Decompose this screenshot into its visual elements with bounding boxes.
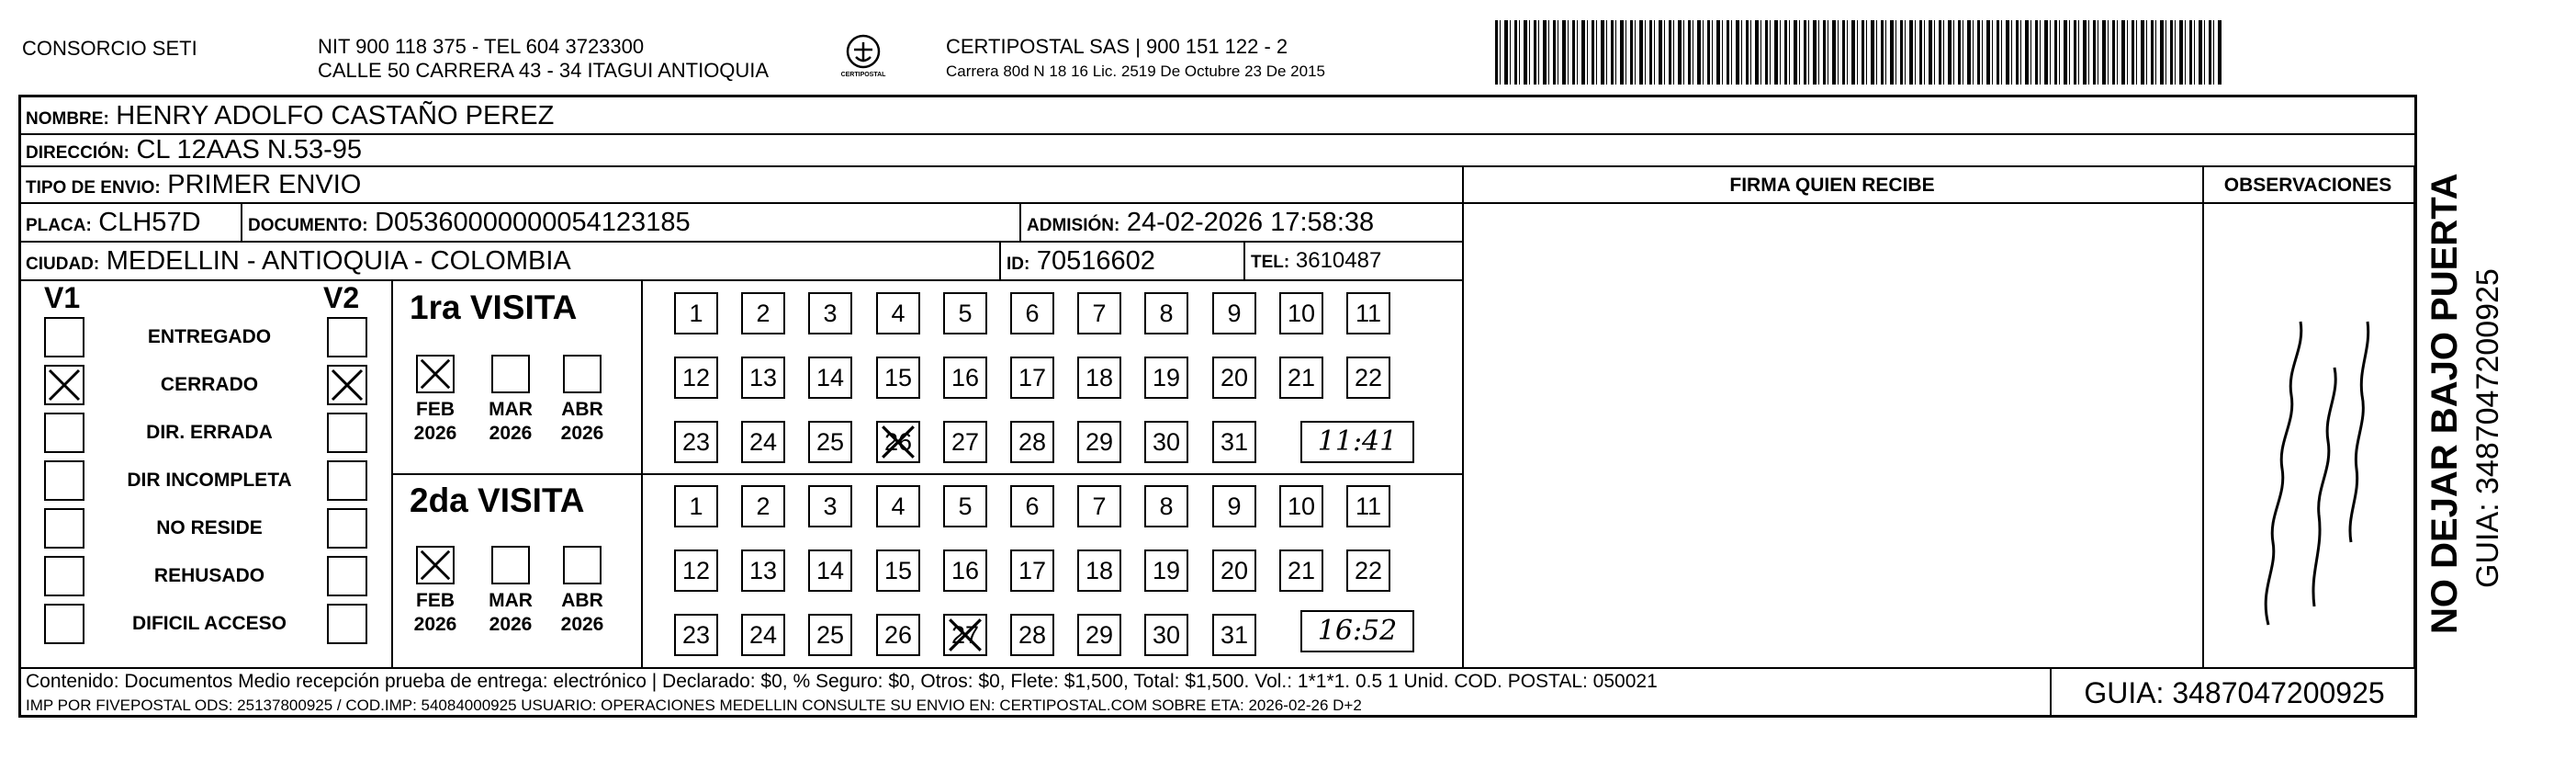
visit2-day-box[interactable]: [808, 614, 852, 656]
visit2-day-box[interactable]: [1077, 485, 1121, 527]
status-label: CERRADO: [160, 374, 259, 395]
direccion-field: [26, 135, 362, 168]
ciudad-value: MEDELLIN - ANTIOQUIA - COLOMBIA: [106, 246, 571, 276]
visit2-day-box[interactable]: [1144, 485, 1188, 527]
visit1-day-number: 18: [1085, 364, 1114, 391]
visit1-month-checkbox[interactable]: [491, 355, 530, 393]
visit1-day-box[interactable]: [741, 421, 785, 463]
visit1-title: 1ra VISITA: [410, 289, 578, 326]
visit2-day-box[interactable]: [1212, 485, 1256, 527]
status-label: ENTREGADO: [147, 326, 272, 347]
visit1-day-box[interactable]: [674, 357, 718, 399]
visit1-day-number: 15: [883, 364, 913, 391]
col-divider: [1243, 241, 1245, 279]
certipostal-logo: [836, 31, 891, 86]
visit2-day-box[interactable]: [943, 614, 987, 656]
visit2-day-box[interactable]: [1279, 485, 1323, 527]
visit2-day-box[interactable]: [1144, 614, 1188, 656]
visit1-day-number: 11: [1355, 300, 1382, 327]
visit2-day-number: 22: [1354, 557, 1383, 584]
visit2-day-box[interactable]: [1010, 549, 1054, 592]
v2-checkbox[interactable]: [327, 556, 367, 596]
visit2-day-number: 21: [1287, 557, 1316, 584]
visit1-day-number: 7: [1092, 300, 1107, 327]
row-divider: [20, 279, 1464, 281]
visit2-month-name: MAR: [489, 590, 533, 611]
visit1-day-number: 13: [748, 364, 778, 391]
side-guia: GUIA: 3487047200925: [2470, 268, 2505, 588]
visit1-day-number: 23: [681, 428, 711, 456]
visit1-day-number: 21: [1287, 364, 1316, 391]
nombre-label: NOMBRE:: [26, 109, 109, 129]
row-divider: [1462, 202, 2202, 204]
tipo-envio-field: [26, 170, 361, 203]
visit2-title: 2da VISITA: [410, 481, 585, 519]
visit2-day-number: 28: [1018, 621, 1047, 649]
visit1-day-number: 27: [951, 428, 980, 456]
col-divider: [999, 241, 1001, 279]
tel-value: 3610487: [1295, 248, 1382, 273]
company-name: CONSORCIO SETI: [22, 37, 197, 60]
visit2-month-checkbox[interactable]: [563, 546, 602, 584]
visit1-day-number: 28: [1018, 428, 1047, 456]
visit2-day-number: 4: [891, 493, 906, 520]
visit2-day-number: 10: [1287, 493, 1316, 520]
status-label: DIR INCOMPLETA: [127, 470, 292, 491]
id-field: [1007, 246, 1155, 279]
ciudad-label: CIUDAD:: [26, 255, 100, 274]
visit2-day-box[interactable]: [876, 614, 920, 656]
footer-guia: GUIA: 3487047200925: [2084, 676, 2385, 709]
visit2-day-box[interactable]: [674, 549, 718, 592]
nombre-field: [26, 101, 554, 134]
visit1-day-box[interactable]: [876, 421, 920, 463]
v2-checkbox[interactable]: [327, 317, 367, 357]
documento-value: D05360000000054123185: [375, 208, 691, 237]
visit2-day-number: 2: [756, 493, 771, 520]
v2-checkbox[interactable]: [327, 508, 367, 549]
visit2-day-number: 30: [1152, 621, 1181, 649]
visit2-day-number: 20: [1220, 557, 1249, 584]
row-divider: [20, 165, 2415, 167]
barcode: [1495, 20, 2223, 85]
visit1-day-box[interactable]: [1010, 292, 1054, 334]
visit2-day-box[interactable]: [1077, 614, 1121, 656]
visit2-day-number: 31: [1220, 621, 1249, 649]
footer-imp: IMP POR FIVEPOSTAL ODS: 25137800925 / COD.IMP: 54084000925 USUARIO: OPERACIONES MEDELLIN CONSULTE SU ENVIO EN: CERTIPOSTAL.COM SOBRE ETA: 2026-02-26 D+2: [26, 697, 1362, 714]
certipostal-line: CERTIPOSTAL SAS | 900 151 122 - 2: [946, 35, 1288, 58]
visit1-day-number: 26: [883, 428, 913, 456]
visit1-day-number: 9: [1227, 300, 1242, 327]
v1-checkbox[interactable]: [44, 508, 84, 549]
visit2-day-number: 5: [958, 493, 973, 520]
observaciones-label: OBSERVACIONES: [2223, 175, 2392, 196]
col-divider: [2413, 165, 2415, 667]
v2-checkbox[interactable]: [327, 604, 367, 644]
visit2-day-number: 12: [681, 557, 711, 584]
placa-label: PLACA:: [26, 216, 92, 235]
visit1-month-name: MAR: [489, 399, 533, 420]
v1-checkbox[interactable]: [44, 413, 84, 453]
visit1-day-box[interactable]: [808, 421, 852, 463]
visit1-day-number: 8: [1159, 300, 1174, 327]
v2-checkbox[interactable]: [327, 460, 367, 501]
placa-field: [26, 208, 201, 241]
visit1-day-box[interactable]: [674, 421, 718, 463]
v2-label: V2: [323, 281, 360, 314]
visit1-month-name: ABR: [561, 399, 603, 420]
visit2-month-year: 2026: [413, 614, 457, 635]
visit2-day-number: 29: [1085, 621, 1114, 649]
visit2-day-box[interactable]: [674, 485, 718, 527]
visit2-day-box[interactable]: [1279, 549, 1323, 592]
direccion-label: DIRECCIÓN:: [26, 143, 129, 163]
visit2-day-number: 17: [1018, 557, 1047, 584]
visit2-day-box[interactable]: [741, 485, 785, 527]
col-divider: [1462, 165, 1464, 667]
visit1-day-number: 20: [1220, 364, 1249, 391]
visit1-day-box[interactable]: [808, 357, 852, 399]
visit2-day-number: 26: [883, 621, 913, 649]
visit1-day-number: 1: [689, 300, 703, 327]
visit2-month-name: ABR: [561, 590, 603, 611]
status-label: DIR. ERRADA: [146, 422, 273, 443]
ciudad-field: [26, 246, 571, 279]
visit1-day-box[interactable]: [1144, 292, 1188, 334]
visit1-day-number: 3: [823, 300, 838, 327]
visit1-day-box[interactable]: [1212, 357, 1256, 399]
v1-checkbox[interactable]: [44, 460, 84, 501]
col-divider: [2050, 667, 2052, 716]
visit1-day-number: 25: [816, 428, 845, 456]
visit2-day-box[interactable]: [876, 549, 920, 592]
visit2-day-number: 6: [1025, 493, 1040, 520]
tel-field: [1251, 246, 1381, 278]
placa-value: CLH57D: [98, 208, 201, 237]
visit1-day-box[interactable]: [674, 292, 718, 334]
visit1-day-number: 24: [748, 428, 778, 456]
visit2-day-number: 27: [951, 621, 980, 649]
documento-label: DOCUMENTO:: [248, 216, 368, 235]
visit2-day-number: 9: [1227, 493, 1242, 520]
handwritten-observation: [2232, 239, 2388, 643]
visit2-day-box[interactable]: [943, 549, 987, 592]
v2-checkbox[interactable]: [327, 413, 367, 453]
col-divider: [2202, 165, 2204, 667]
visit2-day-number: 18: [1085, 557, 1114, 584]
visit1-day-number: 4: [891, 300, 906, 327]
visit1-day-box[interactable]: [1077, 292, 1121, 334]
visit2-day-box[interactable]: [1010, 485, 1054, 527]
tel-label: TEL:: [1251, 253, 1290, 272]
visit1-day-box[interactable]: [741, 292, 785, 334]
visit1-day-box[interactable]: [1077, 421, 1121, 463]
visit1-day-box[interactable]: [1010, 357, 1054, 399]
visit2-day-box[interactable]: [674, 614, 718, 656]
visit2-day-box[interactable]: [1077, 549, 1121, 592]
visit2-day-number: 15: [883, 557, 913, 584]
tipo-envio-label: TIPO DE ENVIO:: [26, 178, 161, 198]
visit1-day-box[interactable]: [1346, 357, 1390, 399]
visit2-day-box[interactable]: [1144, 549, 1188, 592]
visit1-day-box[interactable]: [1077, 357, 1121, 399]
v1-label: V1: [44, 281, 81, 314]
visit1-day-number: 2: [756, 300, 771, 327]
visit2-day-box[interactable]: [1010, 614, 1054, 656]
visit1-day-box[interactable]: [876, 357, 920, 399]
visit2-day-box[interactable]: [1346, 549, 1390, 592]
visit1-day-number: 22: [1354, 364, 1383, 391]
id-label: ID:: [1007, 255, 1030, 274]
visit1-month-name: FEB: [416, 399, 455, 420]
visit2-day-box[interactable]: [1212, 549, 1256, 592]
footer-contenido: Contenido: Documentos Medio recepción prueba de entrega: electrónico | Declarado: $0, % Seguro: $0, Otros: $0, Flete: $1,500, Total: $1,500. Vol.: 1*1*1. 0.5 1 Unid. COD. POSTAL: 050021: [26, 671, 1658, 692]
visit1-day-number: 10: [1287, 300, 1316, 327]
side-title: NO DEJAR BAJO PUERTA: [2424, 173, 2465, 634]
visit1-day-number: 12: [681, 364, 711, 391]
visit1-day-box[interactable]: [1144, 357, 1188, 399]
visit2-day-number: 11: [1355, 493, 1382, 520]
visit1-day-number: 6: [1025, 300, 1040, 327]
visit2-day-box[interactable]: [808, 549, 852, 592]
visit2-day-box[interactable]: [808, 485, 852, 527]
visit2-month-checkbox[interactable]: [491, 546, 530, 584]
visit2-day-number: 23: [681, 621, 711, 649]
visit2-month-year: 2026: [489, 614, 533, 635]
visit1-day-box[interactable]: [1212, 421, 1256, 463]
visit1-day-number: 31: [1220, 428, 1249, 456]
direccion-value: CL 12AAS N.53-95: [136, 135, 363, 164]
visit1-day-box[interactable]: [943, 357, 987, 399]
v2-checkbox[interactable]: [327, 365, 367, 405]
visit2-day-box[interactable]: [741, 614, 785, 656]
visit2-month-checkbox[interactable]: [416, 546, 455, 584]
status-label: DIFICIL ACCESO: [131, 613, 287, 634]
address-line: CALLE 50 CARRERA 43 - 34 ITAGUI ANTIOQUIA: [318, 59, 770, 82]
firma-label: FIRMA QUIEN RECIBE: [1729, 175, 1935, 196]
visit2-day-box[interactable]: [1212, 614, 1256, 656]
visit1-day-box[interactable]: [741, 357, 785, 399]
status-label: NO RESIDE: [156, 517, 263, 538]
status-label: REHUSADO: [153, 565, 265, 586]
v1-checkbox[interactable]: [44, 604, 84, 644]
visit1-month-checkbox[interactable]: [563, 355, 602, 393]
visit1-month-year: 2026: [413, 423, 457, 444]
admision-label: ADMISIÓN:: [1027, 216, 1120, 235]
license-line: Carrera 80d N 18 16 Lic. 2519 De Octubre 23 De 2015: [946, 62, 1325, 80]
col-divider: [241, 202, 242, 241]
visit1-day-number: 14: [816, 364, 845, 391]
visit1-month-year: 2026: [489, 423, 533, 444]
visit1-month-year: 2026: [560, 423, 604, 444]
visit2-day-number: 19: [1152, 557, 1181, 584]
visit2-day-number: 25: [816, 621, 845, 649]
v1-checkbox[interactable]: [44, 365, 84, 405]
visit2-day-number: 13: [748, 557, 778, 584]
visit1-day-box[interactable]: [808, 292, 852, 334]
nombre-value: HENRY ADOLFO CASTAÑO PEREZ: [116, 101, 555, 130]
id-value: 70516602: [1036, 246, 1155, 276]
visit1-day-box[interactable]: [1279, 292, 1323, 334]
visit1-day-box[interactable]: [943, 292, 987, 334]
visit1-day-number: 19: [1152, 364, 1181, 391]
row-divider: [20, 667, 2415, 669]
visit2-day-box[interactable]: [876, 485, 920, 527]
visit1-day-number: 5: [958, 300, 973, 327]
tipo-envio-value: PRIMER ENVIO: [167, 170, 362, 199]
row-divider: [391, 473, 1462, 475]
row-divider: [2202, 202, 2413, 204]
v1-checkbox[interactable]: [44, 317, 84, 357]
visit1-day-box[interactable]: [1144, 421, 1188, 463]
visit2-month-year: 2026: [560, 614, 604, 635]
visit2-day-box[interactable]: [1346, 485, 1390, 527]
visit1-time: 11:41: [1300, 421, 1414, 463]
admision-value: 24-02-2026 17:58:38: [1126, 208, 1375, 237]
visit1-day-number: 30: [1152, 428, 1181, 456]
visit1-day-box[interactable]: [876, 292, 920, 334]
visit1-day-box[interactable]: [1346, 292, 1390, 334]
visit1-day-box[interactable]: [1279, 357, 1323, 399]
visit1-day-box[interactable]: [1010, 421, 1054, 463]
visit2-day-number: 1: [689, 493, 703, 520]
visit1-month-checkbox[interactable]: [416, 355, 455, 393]
visit2-day-number: 7: [1092, 493, 1107, 520]
visit2-month-name: FEB: [416, 590, 455, 611]
visit1-day-number: 16: [951, 364, 980, 391]
visit2-day-number: 24: [748, 621, 778, 649]
visit1-day-box[interactable]: [1212, 292, 1256, 334]
documento-field: [248, 208, 691, 241]
visit2-day-box[interactable]: [741, 549, 785, 592]
visit1-day-number: 17: [1018, 364, 1047, 391]
nit-line: NIT 900 118 375 - TEL 604 3723300: [318, 35, 645, 58]
visit2-day-number: 16: [951, 557, 980, 584]
col-divider: [1019, 202, 1021, 241]
visit2-day-box[interactable]: [943, 485, 987, 527]
visit2-time: 16:52: [1300, 610, 1414, 652]
visit2-day-number: 3: [823, 493, 838, 520]
visit1-day-number: 29: [1085, 428, 1114, 456]
visit2-day-number: 8: [1159, 493, 1174, 520]
v1-checkbox[interactable]: [44, 556, 84, 596]
visit1-day-box[interactable]: [943, 421, 987, 463]
logo-text: CERTIPOSTAL: [840, 72, 886, 78]
admision-field: [1027, 208, 1374, 241]
row-divider: [20, 241, 1464, 243]
visit2-day-number: 14: [816, 557, 845, 584]
